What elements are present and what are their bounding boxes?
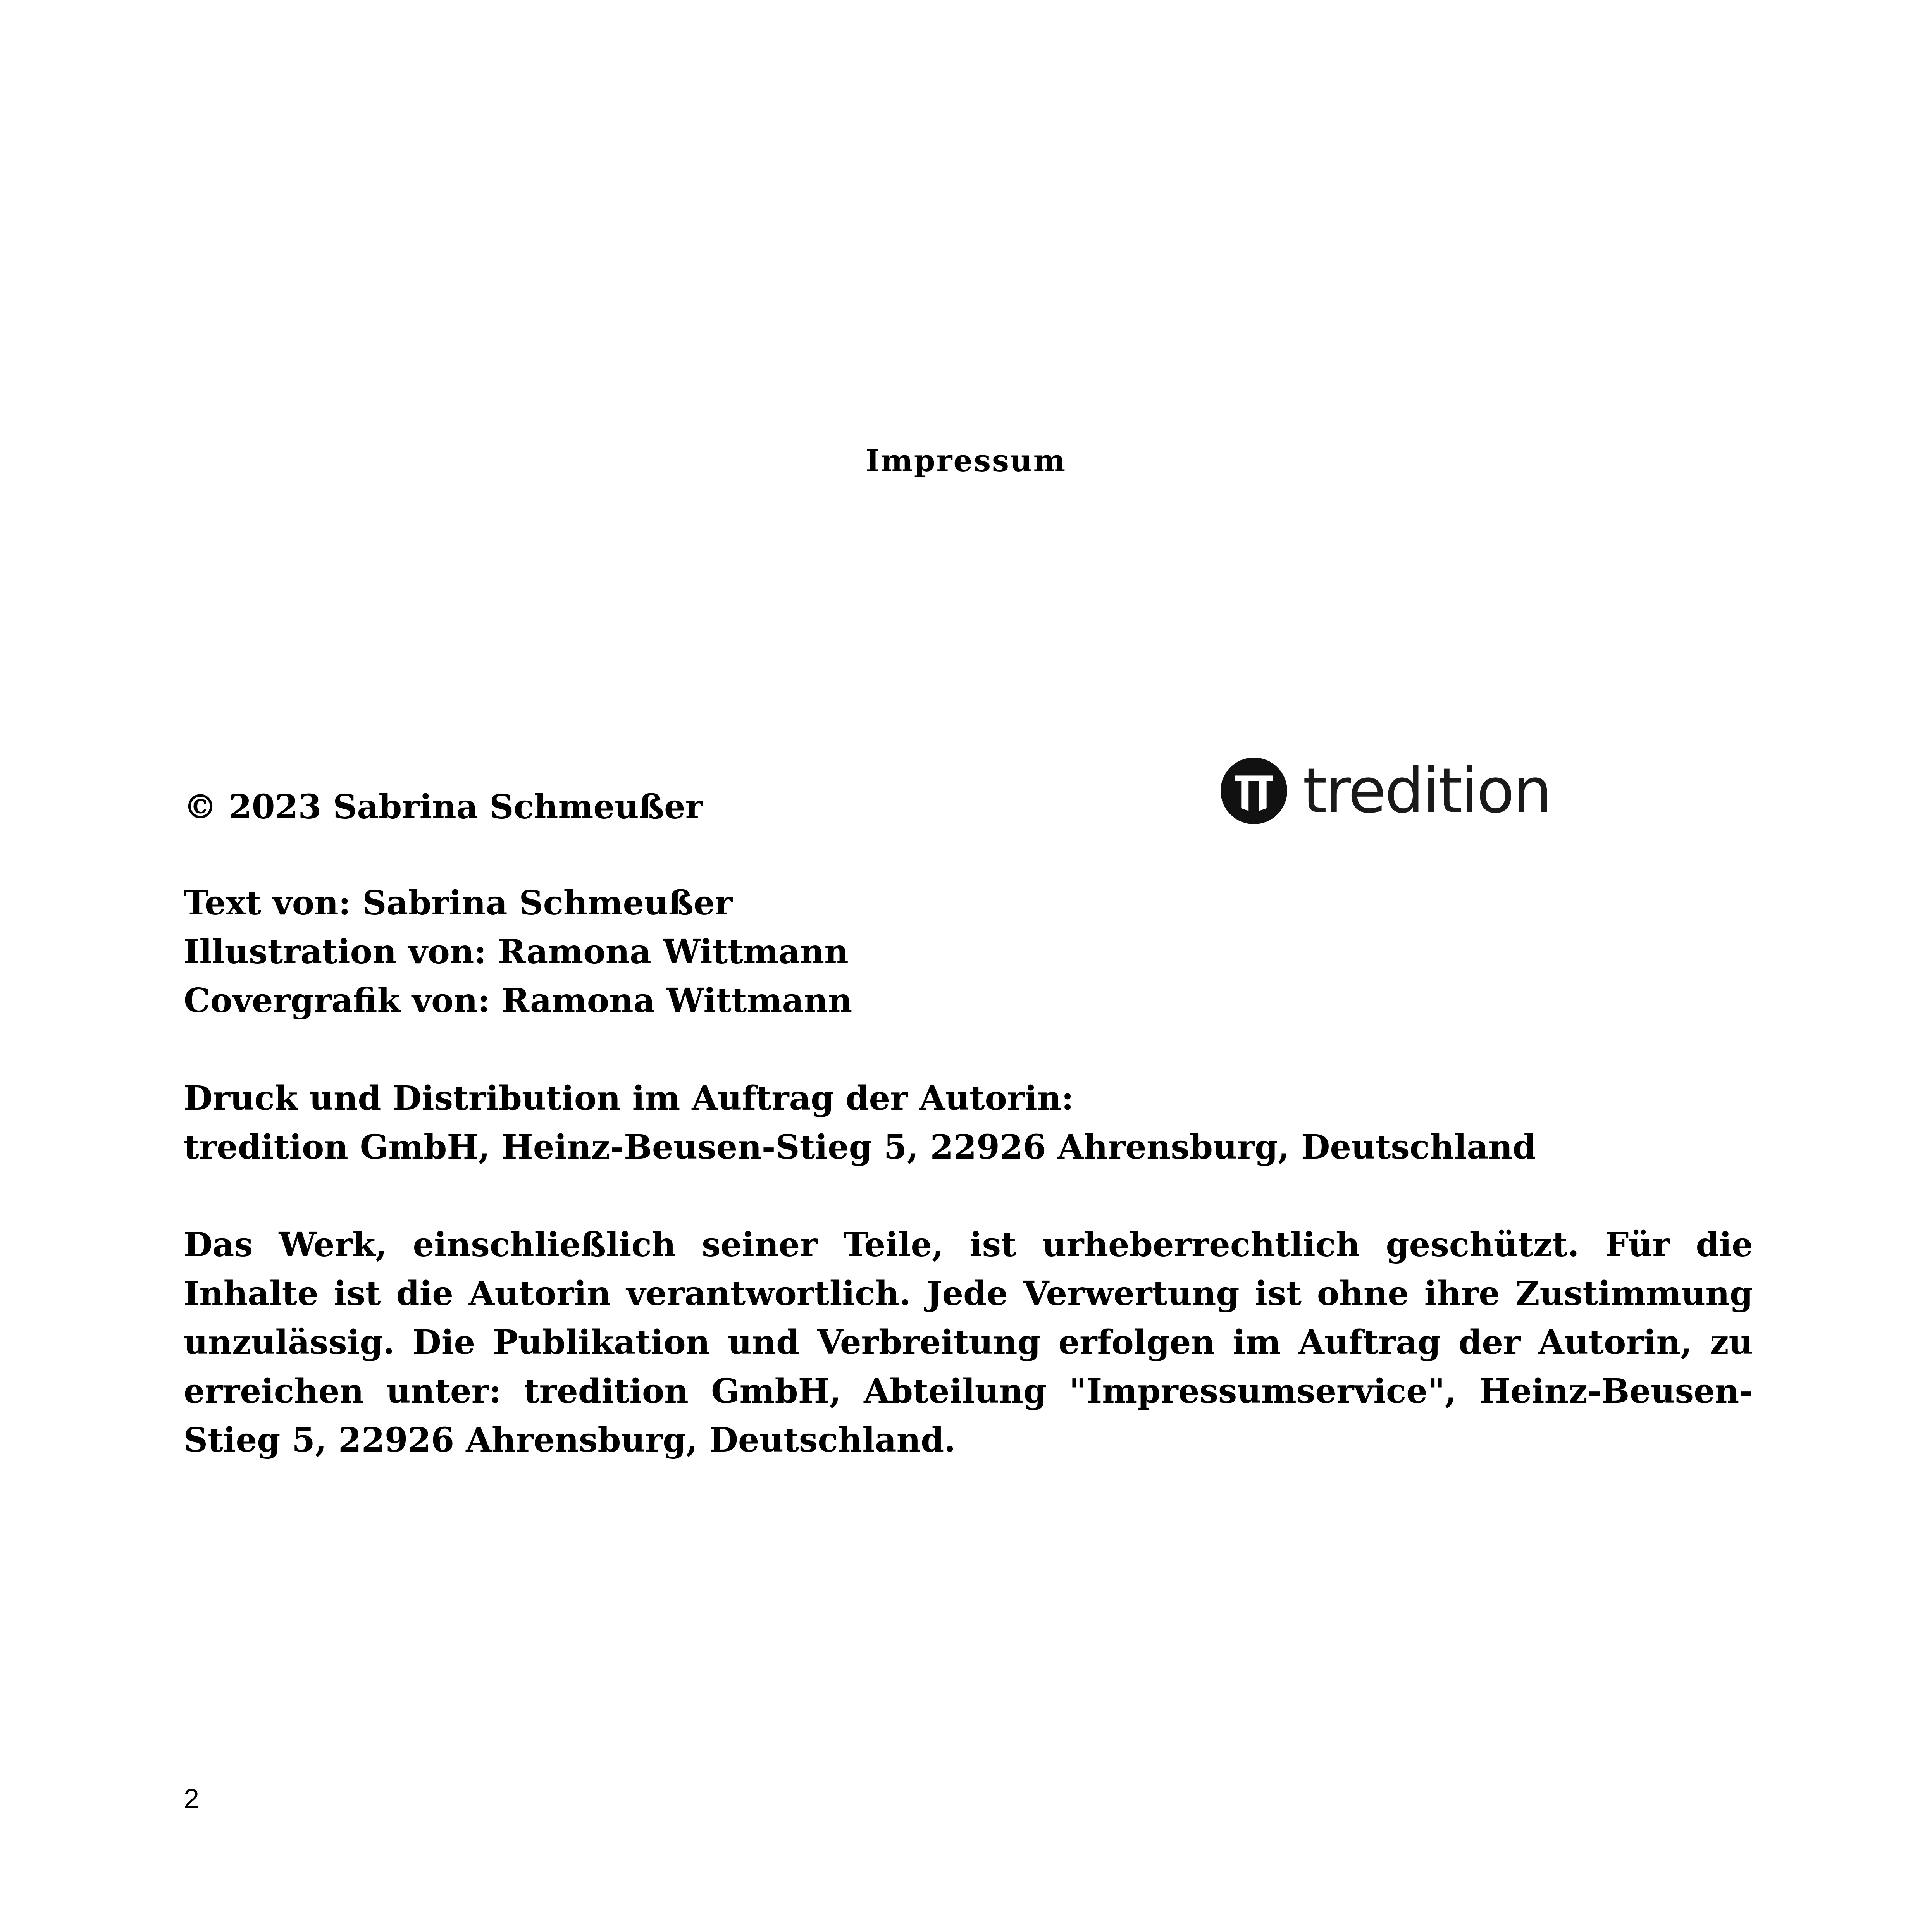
print-distribution-block	[184, 1074, 1536, 1172]
tredition-logo-icon	[1221, 758, 1287, 824]
credit-text-author: Text von: Sabrina Schmeußer	[184, 883, 733, 923]
credits-block	[184, 879, 852, 1025]
publisher-logo	[1221, 755, 1551, 827]
legal-notice: Das Werk, einschließlich seiner Teile, ist urheberrechtlich geschützt. Für die Inhalte ist die Autorin verantwortlich. Jede Verwertung ist ohne ihre Zustimmung unzulässig. Die Publikation und Verbreitung erfolgen im Auftrag der Autorin, zu erreichen unter: tredition GmbH, Abteilung "Impressumservice", Heinz-Beusen-Stieg 5, 22926 Ahrensburg, Deutschland.	[184, 1225, 1753, 1460]
page-number: 2	[184, 1784, 200, 1815]
copyright-line: © 2023 Sabrina Schmeußer	[184, 787, 703, 827]
publisher-address: tredition GmbH, Heinz-Beusen-Stieg 5, 22926 Ahrensburg, Deutschland	[184, 1128, 1536, 1167]
credit-illustration: Illustration von: Ramona Wittmann	[184, 932, 849, 971]
print-distribution-label: Druck und Distribution im Auftrag der Autorin:	[184, 1079, 1074, 1118]
credit-cover-graphic: Covergrafik von: Ramona Wittmann	[184, 981, 852, 1020]
page-title: Impressum	[865, 443, 1067, 479]
logo-wordmark: tredition	[1303, 754, 1551, 827]
